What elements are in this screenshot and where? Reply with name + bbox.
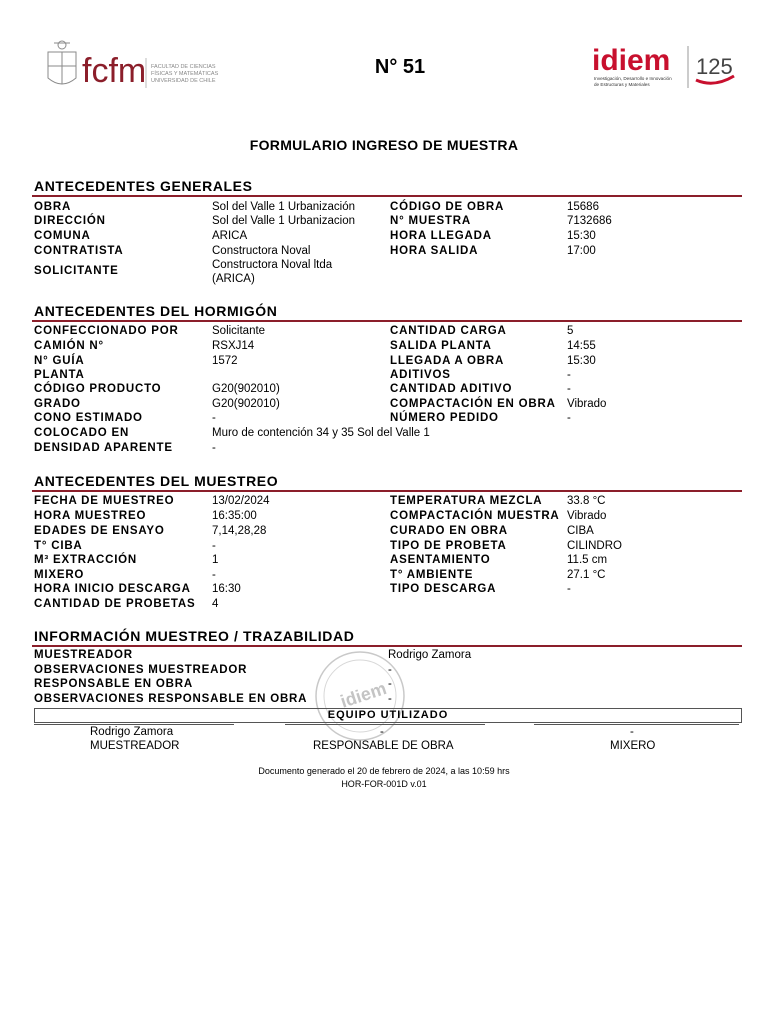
value-cono: - bbox=[212, 412, 216, 424]
label-numero-pedido: NÚMERO PEDIDO bbox=[390, 412, 499, 424]
label-curado-obra: CURADO EN OBRA bbox=[390, 525, 508, 537]
label-t-ambiente: T° AMBIENTE bbox=[390, 569, 474, 581]
svg-text:idiem: idiem bbox=[592, 44, 671, 77]
value-guia: 1572 bbox=[212, 355, 238, 367]
svg-text:fcfm: fcfm bbox=[82, 52, 147, 90]
value-fecha-muestreo: 13/02/2024 bbox=[212, 495, 270, 507]
label-codigo-producto: CÓDIGO PRODUCTO bbox=[34, 383, 162, 395]
value-solicitante-line2: (ARICA) bbox=[212, 273, 255, 285]
signature-line bbox=[534, 724, 739, 725]
value-asentamiento: 11.5 cm bbox=[567, 554, 608, 566]
label-guia: N° GUÍA bbox=[34, 355, 85, 367]
section-title-muestreo: ANTECEDENTES DEL MUESTREO bbox=[34, 473, 279, 489]
svg-text:idiem: idiem bbox=[337, 678, 389, 712]
value-colocado: Muro de contención 34 y 35 Sol del Valle 1 bbox=[212, 427, 430, 439]
signature-responsable-name: - bbox=[380, 726, 384, 738]
value-camion: RSXJ14 bbox=[212, 340, 255, 352]
value-hora-inicio-descarga: 16:30 bbox=[212, 583, 241, 595]
value-obra: Sol del Valle 1 Urbanización bbox=[212, 201, 355, 213]
fcfm-logo bbox=[44, 38, 219, 100]
value-hora-salida: 17:00 bbox=[567, 245, 596, 257]
label-temperatura-mezcla: TEMPERATURA MEZCLA bbox=[390, 495, 543, 507]
value-t-ciba: - bbox=[212, 540, 216, 552]
label-compactacion-obra: COMPACTACIÓN EN OBRA bbox=[390, 398, 556, 410]
svg-text:de Estructuras y Materiales: de Estructuras y Materiales bbox=[594, 82, 650, 87]
section-divider bbox=[32, 320, 742, 322]
label-cantidad-carga: CANTIDAD CARGA bbox=[390, 325, 507, 337]
signature-responsable-role: RESPONSABLE DE OBRA bbox=[313, 740, 454, 752]
label-m3-extraccion: M³ EXTRACCIÓN bbox=[34, 554, 138, 566]
section-title-trazabilidad: INFORMACIÓN MUESTREO / TRAZABILIDAD bbox=[34, 628, 355, 644]
value-tipo-probeta: CILINDRO bbox=[567, 540, 622, 552]
label-colocado: COLOCADO EN bbox=[34, 427, 130, 439]
signature-muestreador-name: Rodrigo Zamora bbox=[90, 726, 174, 738]
equipo-title: EQUIPO UTILIZADO bbox=[327, 709, 449, 721]
svg-text:FÍSICAS Y MATEMÁTICAS: FÍSICAS Y MATEMÁTICAS bbox=[151, 71, 219, 77]
section-divider bbox=[32, 195, 742, 197]
value-comuna: ARICA bbox=[212, 230, 248, 242]
label-asentamiento: ASENTAMIENTO bbox=[390, 554, 491, 566]
label-tipo-descarga: TIPO DESCARGA bbox=[390, 583, 497, 595]
value-hora-muestreo: 16:35:00 bbox=[212, 510, 257, 522]
label-obra: OBRA bbox=[34, 201, 72, 213]
signature-mixero-name: - bbox=[630, 726, 634, 738]
label-mixero: MIXERO bbox=[34, 569, 85, 581]
value-grado: G20(902010) bbox=[212, 398, 280, 410]
footer-generated: Documento generado el 20 de febrero de 2024, a las 10:59 hrs bbox=[258, 766, 510, 776]
label-codigo-obra: CÓDIGO DE OBRA bbox=[390, 201, 505, 213]
value-aditivos: - bbox=[567, 369, 571, 381]
value-n-muestra: 7132686 bbox=[567, 215, 612, 227]
idiem-logo bbox=[590, 42, 740, 92]
university-crest-icon bbox=[48, 41, 76, 84]
label-densidad: DENSIDAD APARENTE bbox=[34, 442, 173, 454]
signature-mixero-role: MIXERO bbox=[610, 740, 656, 752]
value-obs-muestreador: - bbox=[388, 664, 392, 676]
value-confeccionado: Solicitante bbox=[212, 325, 266, 337]
label-obs-muestreador: OBSERVACIONES MUESTREADOR bbox=[34, 664, 248, 676]
value-codigo-producto: G20(902010) bbox=[212, 383, 280, 395]
label-comuna: COMUNA bbox=[34, 230, 91, 242]
value-numero-pedido: - bbox=[567, 412, 571, 424]
label-edades-ensayo: EDADES DE ENSAYO bbox=[34, 525, 165, 537]
footer-code: HOR-FOR-001D v.01 bbox=[341, 779, 427, 789]
label-tipo-probeta: TIPO DE PROBETA bbox=[390, 540, 507, 552]
section-title-generales: ANTECEDENTES GENERALES bbox=[34, 178, 253, 194]
value-llegada-obra: 15:30 bbox=[567, 355, 596, 367]
value-densidad: - bbox=[212, 442, 216, 454]
signature-muestreador-role: MUESTREADOR bbox=[90, 740, 180, 752]
value-contratista: Constructora Noval bbox=[212, 245, 311, 257]
form-title: FORMULARIO INGRESO DE MUESTRA bbox=[249, 137, 519, 153]
signature-line bbox=[34, 724, 234, 725]
svg-text:UNIVERSIDAD DE CHILE: UNIVERSIDAD DE CHILE bbox=[151, 78, 216, 84]
value-tipo-descarga: - bbox=[567, 583, 571, 595]
label-n-muestra: N° MUESTRA bbox=[390, 215, 471, 227]
value-cantidad-probetas: 4 bbox=[212, 598, 219, 610]
label-contratista: CONTRATISTA bbox=[34, 245, 124, 257]
label-hora-llegada: HORA LLEGADA bbox=[390, 230, 492, 242]
label-hora-muestreo: HORA MUESTREO bbox=[34, 510, 147, 522]
signature-line bbox=[285, 724, 485, 725]
label-planta: PLANTA bbox=[34, 369, 85, 381]
label-direccion: DIRECCIÓN bbox=[34, 215, 106, 227]
document-number: N° 51 bbox=[374, 56, 426, 78]
label-solicitante: SOLICITANTE bbox=[34, 265, 119, 277]
label-hora-inicio-descarga: HORA INICIO DESCARGA bbox=[34, 583, 191, 595]
label-cono: CONO ESTIMADO bbox=[34, 412, 143, 424]
value-t-ambiente: 27.1 °C bbox=[567, 569, 606, 581]
label-responsable-obra: RESPONSABLE EN OBRA bbox=[34, 678, 193, 690]
value-m3-extraccion: 1 bbox=[212, 554, 219, 566]
label-aditivos: ADITIVOS bbox=[390, 369, 451, 381]
label-muestreador: MUESTREADOR bbox=[34, 649, 133, 661]
label-salida-planta: SALIDA PLANTA bbox=[390, 340, 492, 352]
value-responsable-obra: - bbox=[388, 678, 392, 690]
section-divider bbox=[32, 490, 742, 492]
label-confeccionado: CONFECCIONADO POR bbox=[34, 325, 179, 337]
label-obs-responsable: OBSERVACIONES RESPONSABLE EN OBRA bbox=[34, 693, 308, 705]
label-llegada-obra: LLEGADA A OBRA bbox=[390, 355, 505, 367]
value-compactacion-muestra: Vibrado bbox=[567, 510, 607, 522]
label-cantidad-probetas: CANTIDAD DE PROBETAS bbox=[34, 598, 196, 610]
label-fecha-muestreo: FECHA DE MUESTREO bbox=[34, 495, 175, 507]
label-grado: GRADO bbox=[34, 398, 81, 410]
label-camion: CAMIÓN N° bbox=[34, 340, 104, 352]
value-hora-llegada: 15:30 bbox=[567, 230, 596, 242]
svg-text:FACULTAD DE CIENCIAS: FACULTAD DE CIENCIAS bbox=[151, 64, 216, 70]
value-muestreador: Rodrigo Zamora bbox=[388, 649, 472, 661]
label-hora-salida: HORA SALIDA bbox=[390, 245, 479, 257]
value-temperatura-mezcla: 33.8 °C bbox=[567, 495, 606, 507]
svg-text:125: 125 bbox=[696, 54, 733, 79]
value-salida-planta: 14:55 bbox=[567, 340, 596, 352]
value-curado-obra: CIBA bbox=[567, 525, 594, 537]
value-solicitante-line1: Constructora Noval ltda bbox=[212, 259, 333, 271]
value-edades-ensayo: 7,14,28,28 bbox=[212, 525, 267, 537]
section-title-hormigon: ANTECEDENTES DEL HORMIGÓN bbox=[34, 303, 278, 319]
svg-text:Investigación, Desarrollo e In: Investigación, Desarrollo e Innovación bbox=[594, 76, 672, 81]
value-codigo-obra: 15686 bbox=[567, 201, 599, 213]
label-t-ciba: T° CIBA bbox=[34, 540, 83, 552]
value-cantidad-aditivo: - bbox=[567, 383, 571, 395]
value-compactacion-obra: Vibrado bbox=[567, 398, 607, 410]
value-direccion: Sol del Valle 1 Urbanizacion bbox=[212, 215, 355, 227]
label-compactacion-muestra: COMPACTACIÓN MUESTRA bbox=[390, 510, 560, 522]
value-mixero: - bbox=[212, 569, 216, 581]
value-obs-responsable: - bbox=[388, 693, 392, 705]
value-cantidad-carga: 5 bbox=[567, 325, 574, 337]
label-cantidad-aditivo: CANTIDAD ADITIVO bbox=[390, 383, 513, 395]
